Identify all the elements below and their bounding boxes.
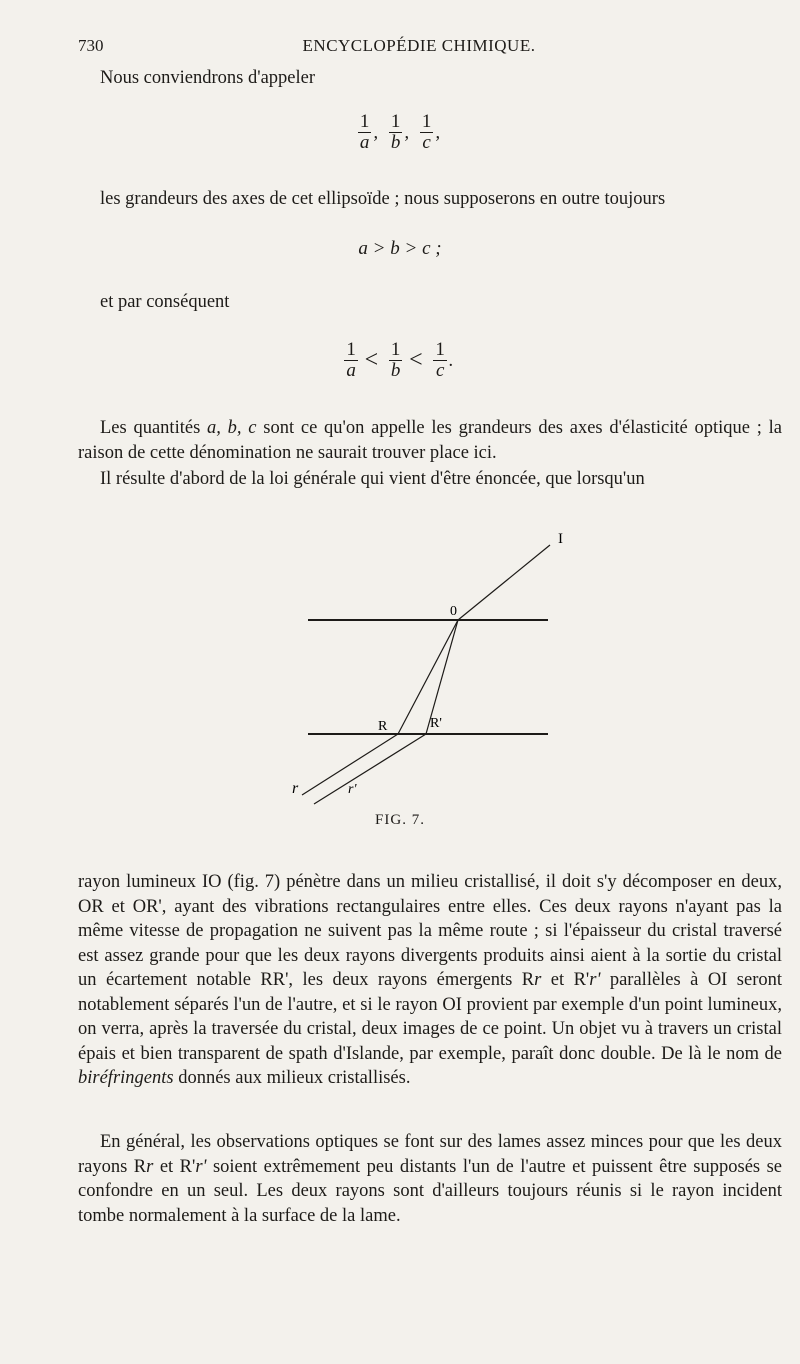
period: . (448, 349, 454, 371)
fraction-1-over-a: $\frac{1}{a}$ (346, 339, 356, 381)
fraction-1-over-a: $\frac{1}{a}$ (359, 111, 370, 153)
fraction-1-over-c: $\frac{1}{c}$ (421, 111, 432, 153)
refracted-ray-or (398, 620, 458, 734)
fraction-1-over-c: $\frac{1}{c}$ (435, 339, 445, 381)
label-i: I (558, 531, 563, 547)
paragraph-birefringence: rayon lumineux IO (fig. 7) pénètre dans un milieu cristallisé, il doit s'y décomposer en deux, OR et OR', ayant des vibrations rectangulaires entre elles. Ces deux rayons n'ayant pas la même vitesse de propagation ne suivent pas la même route ; si l'épaisseur du cristal traversé est assez grande pour que les deux rayons divergents produits ainsi aient à la sortie du cristal un écartement notable RR', les deux rayons émergents Rr et R'r' parallèles à OI seront notablement séparés l'un de l'autre, et si le rayon OI provient par exemple d'un point lumineux, on verra, après la traversée du cristal, deux images de ce point. Un objet vu à travers un cristal épais et bien transparent de spath d'Islande, par exemple, paraît donc double. De là le nom de biréfringents donnés aux milieux cristallisés. (78, 872, 782, 1088)
label-r-lower: r (292, 780, 299, 797)
inequality-reciprocals (0, 340, 800, 381)
paragraph-intro: Nous conviendrons d'appeler (100, 68, 315, 88)
incident-ray-io (458, 545, 550, 620)
paragraph-consequence: et par conséquent (100, 292, 230, 312)
fraction-1-over-b: $\frac{1}{b}$ (390, 111, 401, 153)
page-number: 730 (78, 36, 104, 55)
label-o: 0 (450, 604, 457, 619)
fraction-1-over-b: $\frac{1}{b}$ (390, 339, 401, 381)
paragraph-law: Il résulte d'abord de la loi générale qui vient d'être énoncée, que lorsqu'un (100, 469, 645, 489)
axes-fractions (0, 112, 800, 153)
less-than: < (409, 347, 423, 373)
figure-caption: FIG. 7. (375, 812, 425, 828)
comma: , (373, 121, 379, 143)
emergent-ray-rr-prime (314, 734, 426, 804)
paragraph-thin-plates: En général, les observations optiques se font sur des lames assez minces pour que les deux rayons Rr et R'r' soient extrêmement peu distants l'un de l'autre et puissent être supposés se confondre en un seul. Les deux rayons sont d'ailleurs toujours réunis si le rayon incident tombe normalement à la surface de la lame. (78, 1132, 782, 1226)
paragraph-elasticity: Les quantités a, b, c sont ce qu'on appelle les grandeurs des axes d'élasticité optique ; la raison de cette dénomination ne saurait trouver place ici. (78, 418, 782, 463)
less-than: < (364, 347, 379, 373)
comma: , (435, 121, 441, 143)
label-r-prime-lower: r' (348, 782, 357, 797)
paragraph-axes: les grandeurs des axes de cet ellipsoïde ; nous supposerons en outre toujours (100, 189, 666, 209)
comma: , (404, 121, 410, 143)
inequality-abc: a > b > c ; (358, 238, 442, 259)
figure-7-diagram (290, 525, 570, 825)
page-header (78, 36, 760, 60)
label-r-prime: R' (430, 716, 442, 731)
running-title: ENCYCLOPÉDIE CHIMIQUE. (302, 36, 536, 55)
label-r: R (378, 719, 388, 734)
